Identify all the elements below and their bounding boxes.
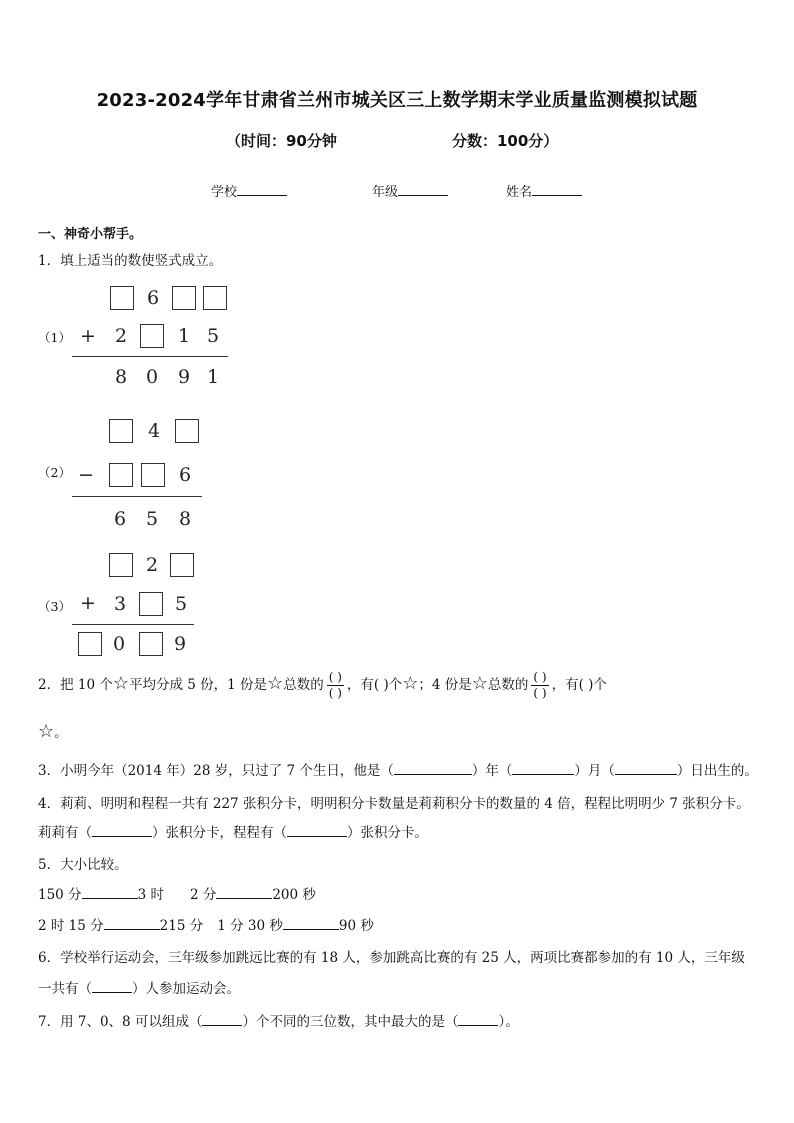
- grade-label: 年级: [372, 185, 399, 200]
- answer-box[interactable]: [110, 286, 134, 310]
- count-blank[interactable]: [202, 1012, 242, 1026]
- name-field: [506, 181, 582, 200]
- q4-text-c: ）张积分卡。: [347, 825, 428, 841]
- digit: 2: [115, 325, 128, 347]
- chengcheng-cards-blank[interactable]: [287, 823, 347, 837]
- name-blank: [532, 181, 582, 196]
- q2-text-d: ，有( )个: [346, 677, 403, 693]
- q3-text-d: ）日出生的。: [676, 763, 758, 779]
- star-icon: ☆: [38, 721, 55, 742]
- digit: 3: [114, 593, 127, 615]
- q2-text-c: 总数的: [283, 677, 324, 693]
- answer-box[interactable]: [109, 553, 133, 577]
- answer-box[interactable]: [175, 419, 199, 443]
- year-blank[interactable]: [394, 761, 472, 775]
- section-heading: 一、神奇小帮手。: [38, 227, 143, 242]
- answer-box[interactable]: [140, 324, 164, 348]
- grade-blank: [398, 181, 448, 196]
- answer-box[interactable]: [172, 286, 196, 310]
- question-6-line2: [38, 977, 240, 997]
- compare-blank[interactable]: [216, 885, 272, 899]
- digit: 1: [178, 325, 191, 347]
- digit: 9: [178, 366, 191, 388]
- compare-row-2: [38, 914, 374, 934]
- digit: 5: [175, 593, 188, 615]
- fraction-denominator: ( ): [533, 686, 547, 700]
- plus-sign: +: [80, 592, 96, 614]
- month-blank[interactable]: [512, 761, 574, 775]
- page-title: 2023-2024学年甘肃省兰州市城关区三上数学期末学业质量监测模拟试题: [96, 90, 698, 111]
- digit: 6: [147, 287, 160, 309]
- digit: 2: [146, 554, 159, 576]
- largest-number-blank[interactable]: [458, 1012, 498, 1026]
- plus-sign: +: [80, 325, 96, 347]
- school-label: 学校: [211, 185, 238, 200]
- q7-text-a: 7．用 7、0、8 可以组成（: [38, 1014, 203, 1030]
- question-2-cont: [38, 721, 68, 741]
- problem-label: （1）: [38, 330, 71, 345]
- digit: 1: [207, 366, 220, 388]
- compare-left: 150 分: [38, 887, 82, 903]
- answer-box[interactable]: [141, 463, 165, 487]
- question-7: [38, 1010, 519, 1030]
- digit: 5: [207, 325, 220, 347]
- day-blank[interactable]: [615, 761, 677, 775]
- question-4-line1: 4．莉莉、明明和程程一共有 227 张积分卡，明明积分卡数量是莉莉积分卡的数量的 4 倍，程程比明明少 7 张积分卡。: [38, 796, 750, 812]
- compare-row-1: [38, 883, 316, 903]
- answer-box[interactable]: [170, 553, 194, 577]
- q2-text-b: 平均分成 5 份，1 份是: [129, 677, 268, 693]
- q6-text-a: 一共有（: [38, 981, 92, 997]
- sum-line: [72, 624, 194, 625]
- question-3: [38, 759, 758, 779]
- fraction-blank[interactable]: [531, 670, 548, 701]
- school-field: [211, 181, 287, 200]
- compare-right: 200 秒: [272, 887, 316, 903]
- score-label: 分数：100分）: [452, 132, 559, 150]
- question-5-text: 5．大小比较。: [38, 857, 128, 873]
- digit: 8: [179, 508, 192, 530]
- time-label: （时间：90分钟: [226, 132, 337, 150]
- q3-text-b: ）年（: [471, 763, 513, 779]
- q2-text-a: 2．把 10 个: [38, 677, 113, 693]
- q2-text-g: ，有( )个: [551, 677, 607, 693]
- compare-left: 1 分 30 秒: [217, 918, 283, 934]
- digit: 5: [146, 508, 159, 530]
- compare-blank[interactable]: [104, 916, 160, 930]
- name-label: 姓名: [506, 185, 533, 200]
- total-students-blank[interactable]: [92, 979, 132, 993]
- q4-text-b: ）张积分卡，程程有（: [152, 825, 287, 841]
- q2-text-e: ；4 份是: [418, 677, 472, 693]
- star-icon: ☆: [471, 673, 488, 694]
- digit: 4: [148, 420, 161, 442]
- compare-left: 2 分: [189, 887, 217, 903]
- q7-text-c: ）。: [498, 1014, 519, 1030]
- grade-field: [372, 181, 448, 200]
- q7-text-b: ）个不同的三位数，其中最大的是（: [242, 1014, 459, 1030]
- fraction-denominator: ( ): [328, 686, 342, 700]
- q3-text-c: ）月（: [574, 763, 615, 779]
- star-icon: ☆: [112, 673, 129, 694]
- compare-right: 90 秒: [338, 918, 374, 934]
- answer-box[interactable]: [139, 632, 163, 656]
- digit: 0: [113, 633, 126, 655]
- question-6-line1: 6．学校举行运动会，三年级参加跳远比赛的有 18 人，参加跳高比赛的有 25 人，两项比赛都参加的有 10 人，三年级: [38, 950, 745, 966]
- compare-left: 2 时 15 分: [38, 918, 104, 934]
- question-4-line2: [38, 821, 428, 841]
- minus-sign: −: [78, 464, 94, 486]
- star-icon: ☆: [267, 673, 284, 694]
- digit: 0: [146, 366, 159, 388]
- difference-line: [72, 496, 202, 497]
- digit: 6: [114, 508, 127, 530]
- digit: 6: [179, 464, 192, 486]
- fraction-numerator: ( ): [533, 670, 547, 684]
- problem-label: （2）: [38, 465, 71, 480]
- question-2: [38, 670, 607, 701]
- question-1-text: 1．填上适当的数使竖式成立。: [38, 253, 223, 269]
- digit: 9: [174, 633, 187, 655]
- fraction-numerator: ( ): [328, 670, 342, 684]
- fraction-blank[interactable]: [327, 670, 344, 701]
- q3-text-a: 3．小明今年（2014 年）28 岁，只过了 7 个生日，他是（: [38, 763, 394, 779]
- problem-label: （3）: [38, 599, 71, 614]
- school-blank: [237, 181, 287, 196]
- answer-box[interactable]: [78, 632, 102, 656]
- compare-blank[interactable]: [82, 885, 138, 899]
- q2-text-h: 。: [54, 725, 68, 741]
- q4-text-a: 莉莉有（: [38, 825, 92, 841]
- answer-box[interactable]: [203, 286, 227, 310]
- answer-box[interactable]: [109, 419, 133, 443]
- q2-text-f: 总数的: [487, 677, 529, 693]
- sum-line: [72, 356, 228, 357]
- q6-text-b: ）人参加运动会。: [132, 981, 240, 997]
- answer-box[interactable]: [109, 463, 133, 487]
- digit: 8: [115, 366, 128, 388]
- star-icon: ☆: [402, 673, 419, 694]
- compare-right: 215 分: [159, 918, 204, 934]
- answer-box[interactable]: [139, 592, 163, 616]
- compare-right: 3 时: [137, 887, 164, 903]
- lili-cards-blank[interactable]: [92, 823, 152, 837]
- compare-blank[interactable]: [283, 916, 339, 930]
